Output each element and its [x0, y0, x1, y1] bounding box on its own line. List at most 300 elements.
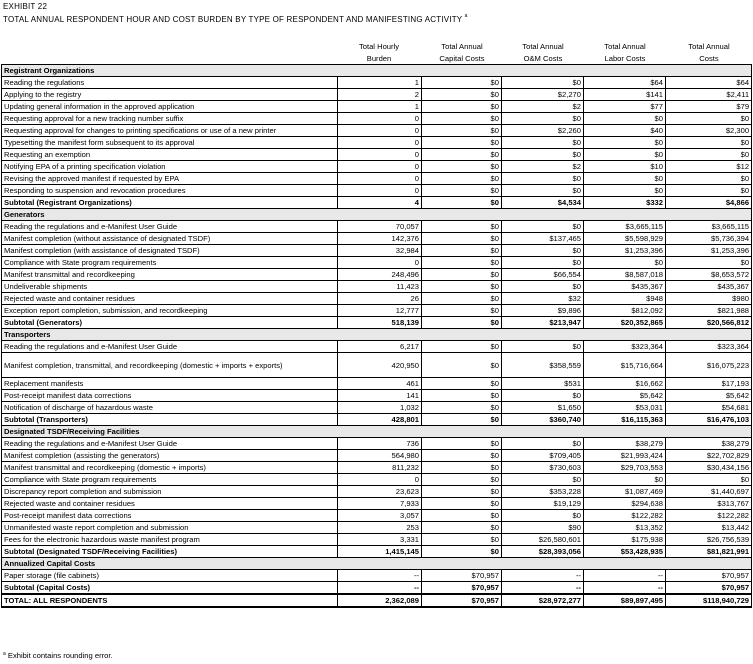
table-row — [2, 233, 752, 245]
cell-hourly-burden: 1 — [338, 101, 422, 113]
cell-capital-costs: $0 — [422, 269, 502, 281]
cell-hourly-burden: 0 — [338, 125, 422, 137]
cell-capital-costs: $0 — [422, 353, 502, 378]
cell-om-costs: $0 — [502, 77, 584, 89]
row-label: Paper storage (file cabinets) — [2, 570, 338, 582]
cell-hourly-burden: 736 — [338, 438, 422, 450]
cell-capital-costs: $70,957 — [422, 594, 502, 607]
cell-capital-costs: $0 — [422, 137, 502, 149]
cell-total-costs: $0 — [666, 113, 752, 125]
burden-table-body — [2, 65, 752, 608]
cell-total-costs: $70,957 — [666, 570, 752, 582]
row-label: Subtotal (Designated TSDF/Receiving Facilities) — [2, 546, 338, 558]
row-label: Compliance with State program requirements — [2, 257, 338, 269]
cell-total-costs: $0 — [666, 474, 752, 486]
cell-capital-costs: $0 — [422, 293, 502, 305]
cell-capital-costs: $0 — [422, 378, 502, 390]
cell-hourly-burden: 70,057 — [338, 221, 422, 233]
table-row — [2, 137, 752, 149]
table-row — [2, 281, 752, 293]
cell-labor-costs: $53,031 — [584, 402, 666, 414]
cell-labor-costs: $175,938 — [584, 534, 666, 546]
cell-labor-costs: $435,367 — [584, 281, 666, 293]
cell-hourly-burden: 32,984 — [338, 245, 422, 257]
cell-hourly-burden: 4 — [338, 197, 422, 209]
cell-om-costs: $2,270 — [502, 89, 584, 101]
cell-capital-costs: $0 — [422, 474, 502, 486]
table-row — [2, 269, 752, 281]
column-header-total-costs — [666, 41, 752, 65]
section-header-row — [2, 65, 752, 77]
cell-om-costs: $0 — [502, 245, 584, 257]
cell-om-costs: $0 — [502, 185, 584, 197]
table-row — [2, 221, 752, 233]
table-row — [2, 245, 752, 257]
row-label: Unmanifested waste report completion and submission — [2, 522, 338, 534]
subtotal-row — [2, 414, 752, 426]
cell-om-costs: $32 — [502, 293, 584, 305]
cell-labor-costs: $29,703,553 — [584, 462, 666, 474]
cell-hourly-burden: 142,376 — [338, 233, 422, 245]
table-row — [2, 125, 752, 137]
title-footnote-marker: a — [464, 13, 468, 19]
column-header-capital-costs — [422, 41, 502, 65]
table-row — [2, 534, 752, 546]
cell-om-costs: $9,896 — [502, 305, 584, 317]
cell-om-costs: $0 — [502, 341, 584, 353]
cell-labor-costs: $3,665,115 — [584, 221, 666, 233]
cell-om-costs: $358,559 — [502, 353, 584, 378]
cell-hourly-burden: 2 — [338, 89, 422, 101]
cell-labor-costs: $122,282 — [584, 510, 666, 522]
cell-labor-costs: $64 — [584, 77, 666, 89]
column-header-line2: Burden — [366, 54, 392, 63]
section-header-row — [2, 209, 752, 221]
cell-labor-costs: $0 — [584, 149, 666, 161]
cell-total-costs: $20,566,812 — [666, 317, 752, 329]
cell-hourly-burden: 23,623 — [338, 486, 422, 498]
column-header-hourly-burden — [338, 41, 420, 65]
cell-total-costs: $54,681 — [666, 402, 752, 414]
subtotal-row — [2, 197, 752, 209]
row-label: Subtotal (Transporters) — [2, 414, 338, 426]
cell-capital-costs: $0 — [422, 317, 502, 329]
section-header-label: Annualized Capital Costs — [2, 558, 752, 570]
row-label: Reading the regulations — [2, 77, 338, 89]
cell-labor-costs: $0 — [584, 137, 666, 149]
cell-om-costs: $0 — [502, 438, 584, 450]
cell-capital-costs: $0 — [422, 101, 502, 113]
table-row — [2, 570, 752, 582]
cell-labor-costs: $15,716,664 — [584, 353, 666, 378]
cell-total-costs: $70,957 — [666, 582, 752, 595]
cell-hourly-burden: 564,980 — [338, 450, 422, 462]
row-label: Reading the regulations and e-Manifest User Guide — [2, 341, 338, 353]
cell-total-costs: $16,075,223 — [666, 353, 752, 378]
cell-total-costs: $0 — [666, 137, 752, 149]
cell-total-costs: $2,411 — [666, 89, 752, 101]
footnote-text: Exhibit contains rounding error. — [7, 651, 113, 660]
row-label: Fees for the electronic hazardous waste manifest program — [2, 534, 338, 546]
cell-hourly-burden: 1 — [338, 77, 422, 89]
cell-capital-costs: $0 — [422, 245, 502, 257]
cell-total-costs: $2,300 — [666, 125, 752, 137]
cell-hourly-burden: 2,362,089 — [338, 594, 422, 607]
table-row — [2, 101, 752, 113]
cell-om-costs: $0 — [502, 137, 584, 149]
cell-labor-costs: $323,364 — [584, 341, 666, 353]
cell-capital-costs: $0 — [422, 510, 502, 522]
cell-labor-costs: $10 — [584, 161, 666, 173]
cell-total-costs: $26,756,539 — [666, 534, 752, 546]
cell-om-costs: $0 — [502, 149, 584, 161]
column-header-line2: Labor Costs — [604, 54, 646, 63]
cell-total-costs: $17,193 — [666, 378, 752, 390]
cell-total-costs: $0 — [666, 173, 752, 185]
cell-om-costs: -- — [502, 582, 584, 595]
cell-labor-costs: $0 — [584, 185, 666, 197]
cell-labor-costs: $0 — [584, 474, 666, 486]
cell-labor-costs: $8,587,018 — [584, 269, 666, 281]
cell-hourly-burden: 0 — [338, 161, 422, 173]
row-label: Manifest transmittal and recordkeeping (domestic + imports) — [2, 462, 338, 474]
column-header-om-costs — [502, 41, 584, 65]
row-label: Requesting approval for a new tracking number suffix — [2, 113, 338, 125]
row-label: Rejected waste and container residues — [2, 498, 338, 510]
cell-labor-costs: $16,115,363 — [584, 414, 666, 426]
row-label: Undeliverable shipments — [2, 281, 338, 293]
section-header-label: Registrant Organizations — [2, 65, 752, 77]
table-row — [2, 450, 752, 462]
cell-hourly-burden: 0 — [338, 185, 422, 197]
cell-om-costs: $0 — [502, 221, 584, 233]
cell-capital-costs: $0 — [422, 197, 502, 209]
cell-om-costs: $360,740 — [502, 414, 584, 426]
cell-hourly-burden: 141 — [338, 390, 422, 402]
cell-labor-costs: $0 — [584, 113, 666, 125]
cell-hourly-burden: 0 — [338, 137, 422, 149]
cell-capital-costs: $0 — [422, 233, 502, 245]
cell-hourly-burden: 12,777 — [338, 305, 422, 317]
exhibit-title — [3, 15, 468, 24]
cell-capital-costs: $0 — [422, 281, 502, 293]
cell-om-costs: $2 — [502, 161, 584, 173]
column-header-line2: Costs — [699, 54, 719, 63]
row-label: Requesting approval for changes to printing specifications or use of a new printer — [2, 125, 338, 137]
row-label: Notifying EPA of a printing specification violation — [2, 161, 338, 173]
section-header-label: Designated TSDF/Receiving Facilities — [2, 426, 752, 438]
cell-om-costs: $28,393,056 — [502, 546, 584, 558]
cell-labor-costs: $812,092 — [584, 305, 666, 317]
cell-labor-costs: $332 — [584, 197, 666, 209]
row-label: Subtotal (Capital Costs) — [2, 582, 338, 595]
table-row — [2, 438, 752, 450]
section-header-row — [2, 558, 752, 570]
table-row — [2, 185, 752, 197]
table-row — [2, 305, 752, 317]
row-label: Typesetting the manifest form subsequent to its approval — [2, 137, 338, 149]
cell-labor-costs: $89,897,495 — [584, 594, 666, 607]
cell-labor-costs: $77 — [584, 101, 666, 113]
cell-total-costs: $5,642 — [666, 390, 752, 402]
table-row — [2, 378, 752, 390]
cell-hourly-burden: 26 — [338, 293, 422, 305]
cell-labor-costs: $38,279 — [584, 438, 666, 450]
cell-capital-costs: $0 — [422, 113, 502, 125]
cell-hourly-burden: 253 — [338, 522, 422, 534]
cell-total-costs: $12 — [666, 161, 752, 173]
cell-om-costs: $1,650 — [502, 402, 584, 414]
cell-hourly-burden: 0 — [338, 113, 422, 125]
cell-capital-costs: $0 — [422, 161, 502, 173]
table-row — [2, 257, 752, 269]
cell-om-costs: $4,534 — [502, 197, 584, 209]
cell-hourly-burden: -- — [338, 570, 422, 582]
cell-total-costs: $313,767 — [666, 498, 752, 510]
subtotal-row — [2, 546, 752, 558]
cell-total-costs: $8,653,572 — [666, 269, 752, 281]
row-label: Subtotal (Generators) — [2, 317, 338, 329]
cell-om-costs: $353,228 — [502, 486, 584, 498]
cell-hourly-burden: 0 — [338, 474, 422, 486]
cell-labor-costs: $16,662 — [584, 378, 666, 390]
cell-total-costs: $1,253,396 — [666, 245, 752, 257]
cell-capital-costs: $0 — [422, 438, 502, 450]
row-label: Updating general information in the approved application — [2, 101, 338, 113]
row-label: Manifest completion (with assistance of designated TSDF) — [2, 245, 338, 257]
cell-om-costs: $0 — [502, 113, 584, 125]
cell-om-costs: $28,972,277 — [502, 594, 584, 607]
section-header-row — [2, 426, 752, 438]
section-header-label: Transporters — [2, 329, 752, 341]
column-header-line2: Capital Costs — [439, 54, 485, 63]
cell-capital-costs: $0 — [422, 305, 502, 317]
cell-hourly-burden: 420,950 — [338, 353, 422, 378]
cell-total-costs: $821,988 — [666, 305, 752, 317]
cell-hourly-burden: 7,933 — [338, 498, 422, 510]
cell-total-costs: $3,665,115 — [666, 221, 752, 233]
cell-hourly-burden: 3,057 — [338, 510, 422, 522]
cell-total-costs: $980 — [666, 293, 752, 305]
cell-capital-costs: $0 — [422, 89, 502, 101]
cell-total-costs: $0 — [666, 149, 752, 161]
subtotal-row — [2, 317, 752, 329]
row-label: Manifest completion (without assistance of designated TSDF) — [2, 233, 338, 245]
row-label: Discrepancy report completion and submission — [2, 486, 338, 498]
column-header-line1: Total Annual — [441, 42, 483, 51]
section-header-row — [2, 329, 752, 341]
cell-capital-costs: $70,957 — [422, 582, 502, 595]
cell-labor-costs: -- — [584, 582, 666, 595]
cell-total-costs: $4,866 — [666, 197, 752, 209]
table-row — [2, 474, 752, 486]
cell-hourly-burden: 6,217 — [338, 341, 422, 353]
burden-table — [1, 64, 752, 608]
table-row — [2, 402, 752, 414]
row-label: Responding to suspension and revocation procedures — [2, 185, 338, 197]
cell-total-costs: $1,440,697 — [666, 486, 752, 498]
cell-labor-costs: $53,428,935 — [584, 546, 666, 558]
cell-labor-costs: $0 — [584, 173, 666, 185]
cell-om-costs: $709,405 — [502, 450, 584, 462]
row-label: Revising the approved manifest if requested by EPA — [2, 173, 338, 185]
cell-capital-costs: $0 — [422, 462, 502, 474]
table-row — [2, 149, 752, 161]
table-row — [2, 161, 752, 173]
cell-hourly-burden: -- — [338, 582, 422, 595]
column-header-line1: Total Annual — [604, 42, 646, 51]
cell-capital-costs: $0 — [422, 402, 502, 414]
table-row — [2, 510, 752, 522]
row-label: Applying to the registry — [2, 89, 338, 101]
row-label: Post-receipt manifest data corrections — [2, 390, 338, 402]
cell-hourly-burden: 1,032 — [338, 402, 422, 414]
grand-total-row — [2, 594, 752, 607]
column-header-labor-costs — [584, 41, 666, 65]
row-label: Requesting an exemption — [2, 149, 338, 161]
cell-labor-costs: $141 — [584, 89, 666, 101]
cell-om-costs: $19,129 — [502, 498, 584, 510]
cell-capital-costs: $0 — [422, 185, 502, 197]
table-row — [2, 522, 752, 534]
column-header-line1: Total Hourly — [358, 42, 400, 51]
cell-om-costs: $66,554 — [502, 269, 584, 281]
row-label: Reading the regulations and e-Manifest User Guide — [2, 438, 338, 450]
cell-total-costs: $323,364 — [666, 341, 752, 353]
cell-capital-costs: $0 — [422, 414, 502, 426]
footnote — [3, 651, 113, 660]
row-label: Replacement manifests — [2, 378, 338, 390]
cell-total-costs: $13,442 — [666, 522, 752, 534]
cell-capital-costs: $0 — [422, 534, 502, 546]
cell-capital-costs: $0 — [422, 221, 502, 233]
table-row — [2, 293, 752, 305]
cell-capital-costs: $0 — [422, 257, 502, 269]
cell-om-costs: $2,260 — [502, 125, 584, 137]
cell-total-costs: $16,476,103 — [666, 414, 752, 426]
table-row — [2, 353, 752, 378]
cell-labor-costs: $1,253,396 — [584, 245, 666, 257]
cell-labor-costs: $294,638 — [584, 498, 666, 510]
column-header-line1: Total Annual — [522, 42, 564, 51]
table-row — [2, 173, 752, 185]
cell-labor-costs: $40 — [584, 125, 666, 137]
cell-hourly-burden: 248,496 — [338, 269, 422, 281]
cell-total-costs: $64 — [666, 77, 752, 89]
table-row — [2, 390, 752, 402]
cell-hourly-burden: 518,139 — [338, 317, 422, 329]
table-row — [2, 486, 752, 498]
cell-hourly-burden: 428,801 — [338, 414, 422, 426]
row-label: TOTAL: ALL RESPONDENTS — [2, 594, 338, 607]
column-header-line1: Total Annual — [688, 42, 730, 51]
row-label: Compliance with State program requirements — [2, 474, 338, 486]
column-header-line2: O&M Costs — [523, 54, 563, 63]
cell-hourly-burden: 811,232 — [338, 462, 422, 474]
row-label: Rejected waste and container residues — [2, 293, 338, 305]
cell-om-costs: $213,947 — [502, 317, 584, 329]
cell-om-costs: $26,580,601 — [502, 534, 584, 546]
row-label: Post-receipt manifest data corrections — [2, 510, 338, 522]
cell-om-costs: $730,603 — [502, 462, 584, 474]
cell-hourly-burden: 0 — [338, 173, 422, 185]
cell-om-costs: $0 — [502, 173, 584, 185]
cell-hourly-burden: 1,415,145 — [338, 546, 422, 558]
exhibit-title-text: TOTAL ANNUAL RESPONDENT HOUR AND COST BURDEN BY TYPE OF RESPONDENT AND MANIFESTING ACTIVITY — [3, 15, 463, 24]
section-header-label: Generators — [2, 209, 752, 221]
cell-capital-costs: $0 — [422, 341, 502, 353]
cell-total-costs: $122,282 — [666, 510, 752, 522]
cell-labor-costs: -- — [584, 570, 666, 582]
cell-capital-costs: $0 — [422, 77, 502, 89]
row-label: Manifest transmittal and recordkeeping — [2, 269, 338, 281]
cell-capital-costs: $0 — [422, 390, 502, 402]
cell-capital-costs: $0 — [422, 498, 502, 510]
cell-labor-costs: $5,598,929 — [584, 233, 666, 245]
cell-capital-costs: $0 — [422, 125, 502, 137]
cell-capital-costs: $0 — [422, 450, 502, 462]
table-row — [2, 498, 752, 510]
cell-om-costs: $0 — [502, 281, 584, 293]
cell-om-costs: $90 — [502, 522, 584, 534]
row-label: Manifest completion, transmittal, and recordkeeping (domestic + imports + exports) — [2, 353, 338, 378]
table-row — [2, 341, 752, 353]
table-row — [2, 113, 752, 125]
cell-capital-costs: $0 — [422, 522, 502, 534]
row-label: Manifest completion (assisting the generators) — [2, 450, 338, 462]
cell-total-costs: $0 — [666, 257, 752, 269]
row-label: Subtotal (Registrant Organizations) — [2, 197, 338, 209]
cell-labor-costs: $21,993,424 — [584, 450, 666, 462]
cell-om-costs: $137,465 — [502, 233, 584, 245]
cell-labor-costs: $20,352,865 — [584, 317, 666, 329]
table-row — [2, 89, 752, 101]
cell-om-costs: $0 — [502, 474, 584, 486]
cell-labor-costs: $0 — [584, 257, 666, 269]
cell-om-costs: -- — [502, 570, 584, 582]
cell-hourly-burden: 0 — [338, 257, 422, 269]
exhibit-label: EXHIBIT 22 — [3, 2, 48, 11]
cell-capital-costs: $0 — [422, 149, 502, 161]
cell-labor-costs: $13,352 — [584, 522, 666, 534]
cell-total-costs: $5,736,394 — [666, 233, 752, 245]
cell-labor-costs: $5,642 — [584, 390, 666, 402]
cell-hourly-burden: 0 — [338, 149, 422, 161]
cell-total-costs: $38,279 — [666, 438, 752, 450]
cell-hourly-burden: 3,331 — [338, 534, 422, 546]
row-label: Notification of discharge of hazardous waste — [2, 402, 338, 414]
cell-total-costs: $79 — [666, 101, 752, 113]
row-label: Exception report completion, submission, and recordkeeping — [2, 305, 338, 317]
cell-hourly-burden: 461 — [338, 378, 422, 390]
cell-total-costs: $435,367 — [666, 281, 752, 293]
cell-capital-costs: $0 — [422, 546, 502, 558]
cell-total-costs: $22,702,829 — [666, 450, 752, 462]
row-label: Reading the regulations and e-Manifest User Guide — [2, 221, 338, 233]
cell-om-costs: $2 — [502, 101, 584, 113]
table-row — [2, 77, 752, 89]
subtotal-row — [2, 582, 752, 595]
cell-total-costs: $81,821,991 — [666, 546, 752, 558]
cell-total-costs: $118,940,729 — [666, 594, 752, 607]
cell-om-costs: $531 — [502, 378, 584, 390]
cell-total-costs: $0 — [666, 185, 752, 197]
cell-total-costs: $30,434,156 — [666, 462, 752, 474]
cell-labor-costs: $948 — [584, 293, 666, 305]
cell-capital-costs: $0 — [422, 173, 502, 185]
cell-labor-costs: $1,087,469 — [584, 486, 666, 498]
cell-om-costs: $0 — [502, 257, 584, 269]
